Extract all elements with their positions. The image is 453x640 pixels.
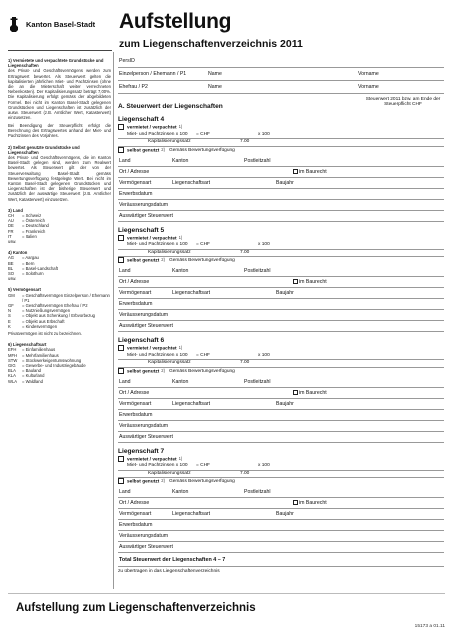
baurecht-label: im Baurecht [299, 389, 327, 396]
footnote-item-key: AU [8, 218, 14, 224]
footnote-ref: 2) [161, 257, 165, 263]
footnote-item [8, 276, 111, 281]
year-built-label: Baujahr [276, 290, 294, 296]
rented-checkbox[interactable] [118, 345, 124, 351]
page-subtitle: zum Liegenschaftenverzeichnis 2011 [119, 38, 303, 50]
self-use-label: selbst genutzt [127, 258, 160, 264]
footnote-item-key: BL [8, 265, 14, 271]
footnote-ref: 1) [178, 455, 183, 461]
rate-line [118, 360, 444, 368]
footnote-item-value [22, 276, 111, 281]
rate-line [118, 250, 444, 258]
footnote-item-key: BLA [8, 368, 16, 374]
footnote-item-value: = Kulturland [22, 373, 45, 379]
form-code: 15173 a 01.11 [414, 624, 445, 629]
footnote-item-value: = Bern [22, 260, 35, 266]
rent-label: Miet- und Pachtzinsen x 100 [127, 242, 188, 247]
footnote-number: 2) [8, 144, 12, 150]
kanton-label: Kanton [172, 268, 189, 274]
basel-crest-icon [8, 17, 20, 32]
ausw-label: Auswärtiger Steuerwert [119, 323, 173, 329]
type-row[interactable] [118, 399, 444, 410]
footnote-title: Vermietete und verpachtete Grundstücke und Liegenschaften [8, 58, 104, 69]
footnote-title: Liegenschaftsart [12, 342, 47, 348]
veraeuss-row[interactable] [118, 310, 444, 321]
baurecht-option[interactable] [293, 279, 327, 285]
location-row[interactable] [118, 377, 444, 388]
rented-line [118, 345, 444, 353]
property-title: Liegenschaft 6 [118, 337, 165, 344]
footnote-item-value: = Geschäftsvermögen Einzelperson / Ehemann / P1 [22, 292, 110, 303]
properties-list [118, 114, 444, 553]
asset-type-label: Vermögensart [119, 290, 152, 296]
asset-type-label: Vermögensart [119, 179, 152, 186]
footnote-item-key: S [8, 313, 11, 319]
footnote-item-key: E [8, 318, 11, 324]
property-block [118, 335, 444, 443]
self-use-checkbox[interactable] [118, 147, 124, 153]
rent-x100: x 100 [258, 242, 270, 247]
footnote-item-key: AG [8, 255, 15, 261]
rate-label: Kapitalisierungssatz [148, 360, 191, 365]
steuerwert-column-header: Steuerwert 2011 bzw. am Ende der Steuerpflicht CHF [365, 97, 441, 108]
footnote-item-value: = Österreich [22, 218, 45, 224]
rent-x100: x 100 [258, 131, 270, 137]
baurecht-label: im Baurecht [299, 168, 327, 175]
footnote-title: Selbst genutzte Grundstücke und Liegenschaften [8, 144, 80, 155]
self-use-label: selbst genutzt [127, 368, 160, 374]
veraeuss-row[interactable] [118, 200, 444, 211]
footnote-item-value: = Kindesvermögen [22, 323, 58, 329]
self-use-line [118, 147, 444, 156]
land-label: Land [119, 268, 131, 274]
rate-label: Kapitalisierungssatz [148, 470, 191, 476]
rented-checkbox[interactable] [118, 456, 124, 462]
address-row[interactable] [118, 167, 444, 178]
footnote-ref: 2) [161, 146, 165, 152]
footnote-item-value: = Italien [22, 233, 37, 239]
person2-row[interactable] [118, 81, 444, 94]
address-row[interactable] [118, 277, 444, 288]
year-built-label: Baujahr [276, 400, 294, 407]
footnote-item-key: FR [8, 228, 14, 234]
baurecht-label: im Baurecht [299, 279, 327, 285]
footnote-item-key: STW [8, 357, 18, 363]
erwerb-row[interactable] [118, 410, 444, 421]
persid-label: PersID [119, 58, 135, 64]
footnote-item-key: usw. [8, 276, 17, 282]
footnote-item-value: = Mehrfamilienhaus [22, 352, 59, 358]
footnote-item-value: = Deutschland [22, 223, 49, 229]
footnote-item-value: = Objekt aus Schenkung / Erbvorbezug [22, 313, 95, 319]
footnote-item-value: = Objekt aus Erbschaft [22, 318, 65, 324]
footnote-item-key: GF [8, 303, 14, 309]
land-label: Land [119, 489, 131, 495]
rent-chf: = CHF [196, 352, 210, 358]
footnote-item-value [22, 239, 111, 244]
footnote-item-value: = Schweiz [22, 212, 42, 218]
footnote-number: 3) [8, 207, 12, 213]
footnote-ref: 1) [178, 345, 183, 351]
baurecht-label: im Baurecht [299, 500, 327, 506]
total-row[interactable] [118, 553, 444, 567]
footnote-number: 4) [8, 250, 12, 256]
erwerb-label: Erwerbsdatum [119, 522, 153, 528]
footnote [8, 145, 111, 202]
footnote-item-value: = Aargau [22, 255, 39, 261]
type-row[interactable] [118, 288, 444, 299]
rent-label: Miet- und Pachtzinsen x 100 [127, 463, 188, 468]
footnote-item-value: = Waldland [22, 378, 43, 384]
rented-line [118, 235, 444, 243]
footnote-item-key: IT [8, 233, 12, 239]
footnote-text: des Privat- und Geschäftsvermögens, die im Kanton Basel-Stadt gelegen sind, werden zum Realwert bewertet. Als Steuerwert gilt der von der Steuerverwaltung Basel-Stadt gemäss Bewertungsverfügung festgelegte Wert. Bei nicht im Kanton Basel-Stadt gelegenen Grundstücken und Liegenschaften ist der bisherige Steuerwert und zusätzlich der auswärtige Steuerwert (z.B. Amtlicher Wert, Katasterwert) einzusetzen. [8, 154, 111, 202]
property-title: Liegenschaft 7 [118, 447, 165, 455]
footnote-title: Land [12, 207, 23, 213]
asset-type-label: Vermögensart [119, 511, 152, 517]
type-row[interactable] [118, 178, 444, 189]
footnote [8, 287, 111, 336]
footnote-item-value: = Nutznießungsvermögen [22, 308, 71, 314]
rate-label: Kapitalisierungssatz [148, 139, 191, 144]
property-block [118, 446, 444, 554]
footnote-text: Privatvermögen ist nicht zu bezeichnen. [8, 331, 83, 337]
type-row[interactable] [118, 509, 444, 520]
property-type-label: Liegenschaftsart [172, 179, 211, 186]
footnote-ref: 2) [161, 367, 165, 373]
footnote-item-key: SO [8, 271, 15, 277]
footnote-item-key: WLA [8, 378, 18, 384]
ausw-row[interactable] [118, 432, 444, 443]
rate-value: 7.00 [240, 139, 250, 144]
total-label: Total Steuerwert der Liegenschaften 4 – 7 [119, 557, 226, 563]
footnote-item-key: N [8, 308, 12, 314]
person1-label: Einzelperson / Ehemann / P1 [119, 71, 187, 77]
plz-label: Postleitzahl [244, 378, 271, 385]
footer-title: Aufstellung zum Liegenschaftenverzeichnis [16, 602, 256, 614]
plz-label: Postleitzahl [244, 268, 271, 274]
year-built-label: Baujahr [276, 511, 294, 517]
location-row[interactable] [118, 487, 444, 498]
address-label: Ort / Adresse [119, 279, 150, 285]
rate-value: 7.00 [240, 249, 250, 255]
erwerb-row[interactable] [118, 299, 444, 310]
section-a-title: A. Steuerwert der Liegenschaften [118, 103, 223, 110]
land-label: Land [119, 157, 131, 164]
veraeuss-row[interactable] [118, 421, 444, 432]
property-type-label: Liegenschaftsart [172, 290, 211, 296]
footnote-item-key: DE [8, 223, 14, 229]
valuation-label: Gemäss Bewertungsverfügung [168, 258, 235, 264]
rate-line [118, 139, 444, 147]
footnote-item [8, 239, 111, 244]
footnote-item [8, 324, 111, 329]
address-label: Ort / Adresse [119, 500, 150, 506]
baurecht-checkbox[interactable] [293, 500, 298, 505]
self-use-checkbox[interactable] [118, 368, 124, 374]
ausw-label: Auswärtiger Steuerwert [119, 212, 173, 219]
rent-x100: x 100 [258, 463, 270, 468]
rent-x100: x 100 [258, 352, 270, 358]
person1-name-label: Name [208, 71, 222, 77]
footnote-item [8, 293, 111, 303]
rented-label: vermietet / verpachtet [127, 235, 177, 241]
erwerb-label: Erwerbsdatum [119, 301, 153, 307]
persid-row[interactable] [118, 55, 444, 68]
column-divider [113, 52, 114, 589]
property-title: Liegenschaft 4 [118, 116, 165, 123]
footnote-text: Bei Beendigung der Steuerpflicht erfolgt die Berechnung des Ertragswertes anhand der Miet- und Pachtzinsen des Vorjahres. [8, 122, 111, 139]
footnote-item-key: K [8, 323, 11, 329]
baurecht-checkbox[interactable] [293, 279, 298, 284]
plz-label: Postleitzahl [244, 489, 271, 495]
rented-line [118, 456, 444, 464]
person2-name-label: Name [208, 84, 222, 90]
page-title: Aufstellung [119, 10, 232, 33]
footnote-item-key: BE [8, 260, 14, 266]
self-use-line [118, 478, 444, 487]
footnotes-column [8, 58, 111, 390]
footnote-number: 5) [8, 287, 12, 293]
baurecht-checkbox[interactable] [293, 169, 298, 174]
veraeuss-label: Veräusserungsdatum [119, 533, 169, 539]
location-row[interactable] [118, 266, 444, 277]
person2-label: Ehefrau / P2 [119, 84, 148, 90]
ausw-label: Auswärtiger Steuerwert [119, 433, 173, 440]
rented-label: vermietet / verpachtet [127, 125, 177, 131]
rent-line [118, 132, 444, 140]
erwerb-row[interactable] [118, 520, 444, 531]
rent-line [118, 353, 444, 361]
erwerb-row[interactable] [118, 189, 444, 200]
erwerb-label: Erwerbsdatum [119, 190, 153, 197]
footnote-item-value: = Einfamilienhaus [22, 347, 56, 353]
plz-label: Postleitzahl [244, 157, 271, 164]
rate-line [118, 471, 444, 479]
footnote-title: Vermögensart [12, 287, 41, 293]
ausw-row[interactable] [118, 211, 444, 222]
canton-header [8, 16, 112, 32]
year-built-label: Baujahr [276, 179, 294, 186]
footnote-item-key: MFH [8, 352, 18, 358]
property-block [118, 114, 444, 222]
veraeuss-row[interactable] [118, 531, 444, 542]
property-type-label: Liegenschaftsart [172, 400, 211, 407]
rented-checkbox[interactable] [118, 124, 124, 130]
footnote-number: 6) [8, 342, 12, 348]
valuation-label: Gemäss Bewertungsverfügung [168, 147, 235, 153]
rent-label: Miet- und Pachtzinsen x 100 [127, 131, 188, 137]
kanton-label: Kanton [172, 378, 189, 385]
footnote-item-value: = Stockwerkeigentumswohnung [22, 357, 82, 363]
person1-firstname-label: Vorname [358, 71, 379, 77]
rent-chf: = CHF [196, 242, 210, 247]
footnote-item-value: = Gewerbe- und Industriegebäude [22, 363, 86, 369]
address-label: Ort / Adresse [119, 389, 150, 396]
rented-checkbox[interactable] [118, 235, 124, 241]
rented-label: vermietet / verpachtet [127, 456, 177, 462]
ausw-label: Auswärtiger Steuerwert [119, 544, 173, 550]
rent-line [118, 463, 444, 471]
kanton-label: Kanton [172, 157, 189, 164]
kanton-label: Kanton [172, 489, 189, 495]
self-use-line [118, 257, 444, 266]
footnote-item-value: = Basel-Landschaft [22, 265, 58, 271]
footnote-item-key: GM [8, 292, 15, 298]
footnote-item-value: = Solothurn [22, 271, 44, 277]
rent-chf: = CHF [196, 463, 210, 468]
self-use-label: selbst genutzt [127, 479, 160, 485]
rent-label: Miet- und Pachtzinsen x 100 [127, 352, 188, 358]
footnote-item [8, 379, 111, 384]
footnote-item-key: GIG [8, 363, 16, 369]
header-rule [8, 50, 112, 51]
canton-name: Kanton Basel-Stadt [26, 19, 96, 29]
address-row[interactable] [118, 498, 444, 509]
ausw-row[interactable] [118, 321, 444, 332]
ausw-row[interactable] [118, 542, 444, 553]
footnote [8, 208, 111, 244]
veraeuss-label: Veräusserungsdatum [119, 201, 169, 208]
address-label: Ort / Adresse [119, 168, 150, 175]
property-title: Liegenschaft 5 [118, 226, 165, 234]
footnote-text: des Privat- und Geschäftsvermögens werden zum Ertragswert bewertet. Als Steuerwert gelten die kapitalisierten jährlichen Miet- und Pachtzinsen (ohne die an die Mieterschaft weiter verrechneten Nebenkosten). Der Kapitalisierungssatz beträgt 7,00%. Die Kapitalisierung erfolgt gemäss der abgebildeten Formel. Bei nicht im Kanton Basel-Stadt gelegenen Grundstücken und Liegenschaften ist zusätzlich der ausw. Steuerwert (z.B. Amtlicher Wert, Katasterwert) einzusetzen. [8, 68, 111, 121]
footnote-item-value: = Frankreich [22, 228, 46, 234]
footnote-item-value: = Bauland [22, 368, 41, 374]
valuation-label: Gemäss Bewertungsverfügung [168, 479, 235, 485]
self-use-label: selbst genutzt [127, 147, 160, 153]
footnote [8, 58, 111, 139]
person1-row[interactable] [118, 68, 444, 81]
footnote-item-value: = Geschäftsvermögen Ehefrau / P2 [22, 303, 88, 309]
rate-label: Kapitalisierungssatz [148, 249, 191, 255]
footnote-item-key: KLA [8, 373, 16, 379]
rented-line [118, 124, 444, 132]
total-subnote: zu übertragen in das Liegenschaftenverzeichnis [118, 569, 220, 574]
rate-value: 7.00 [240, 470, 250, 476]
baurecht-option[interactable] [293, 169, 327, 175]
baurecht-checkbox[interactable] [293, 390, 298, 395]
footnote-title: Kanton [12, 250, 28, 256]
property-form [118, 55, 444, 574]
land-label: Land [119, 378, 131, 385]
rent-chf: = CHF [196, 131, 210, 137]
veraeuss-label: Veräusserungsdatum [119, 422, 169, 429]
address-row[interactable] [118, 388, 444, 399]
property-type-label: Liegenschaftsart [172, 511, 211, 517]
footnote-item-key: CH [8, 212, 15, 218]
footnote-ref: 1) [178, 124, 183, 130]
property-block [118, 225, 444, 333]
asset-type-label: Vermögensart [119, 400, 152, 407]
self-use-checkbox[interactable] [118, 478, 124, 484]
footnote [8, 342, 111, 384]
rate-value: 7.00 [240, 360, 250, 365]
rented-label: vermietet / verpachtet [127, 346, 177, 352]
footnote-number: 1) [8, 58, 12, 63]
erwerb-label: Erwerbsdatum [119, 411, 153, 418]
footnote-ref: 1) [178, 234, 183, 240]
section-a-header [118, 98, 444, 114]
person2-firstname-label: Vorname [358, 84, 379, 90]
self-use-checkbox[interactable] [118, 257, 124, 263]
rent-line [118, 242, 444, 250]
baurecht-option[interactable] [293, 500, 327, 506]
veraeuss-label: Veräusserungsdatum [119, 312, 169, 318]
footnote [8, 250, 111, 281]
location-row[interactable] [118, 156, 444, 167]
footnote-ref: 2) [161, 478, 165, 484]
footer-rule [8, 593, 445, 594]
self-use-line [118, 368, 444, 377]
baurecht-option[interactable] [293, 390, 327, 396]
valuation-label: Gemäss Bewertungsverfügung [168, 368, 235, 374]
footnote-item-key: usw. [8, 239, 17, 244]
footnote-item-key: EFH [8, 347, 17, 353]
